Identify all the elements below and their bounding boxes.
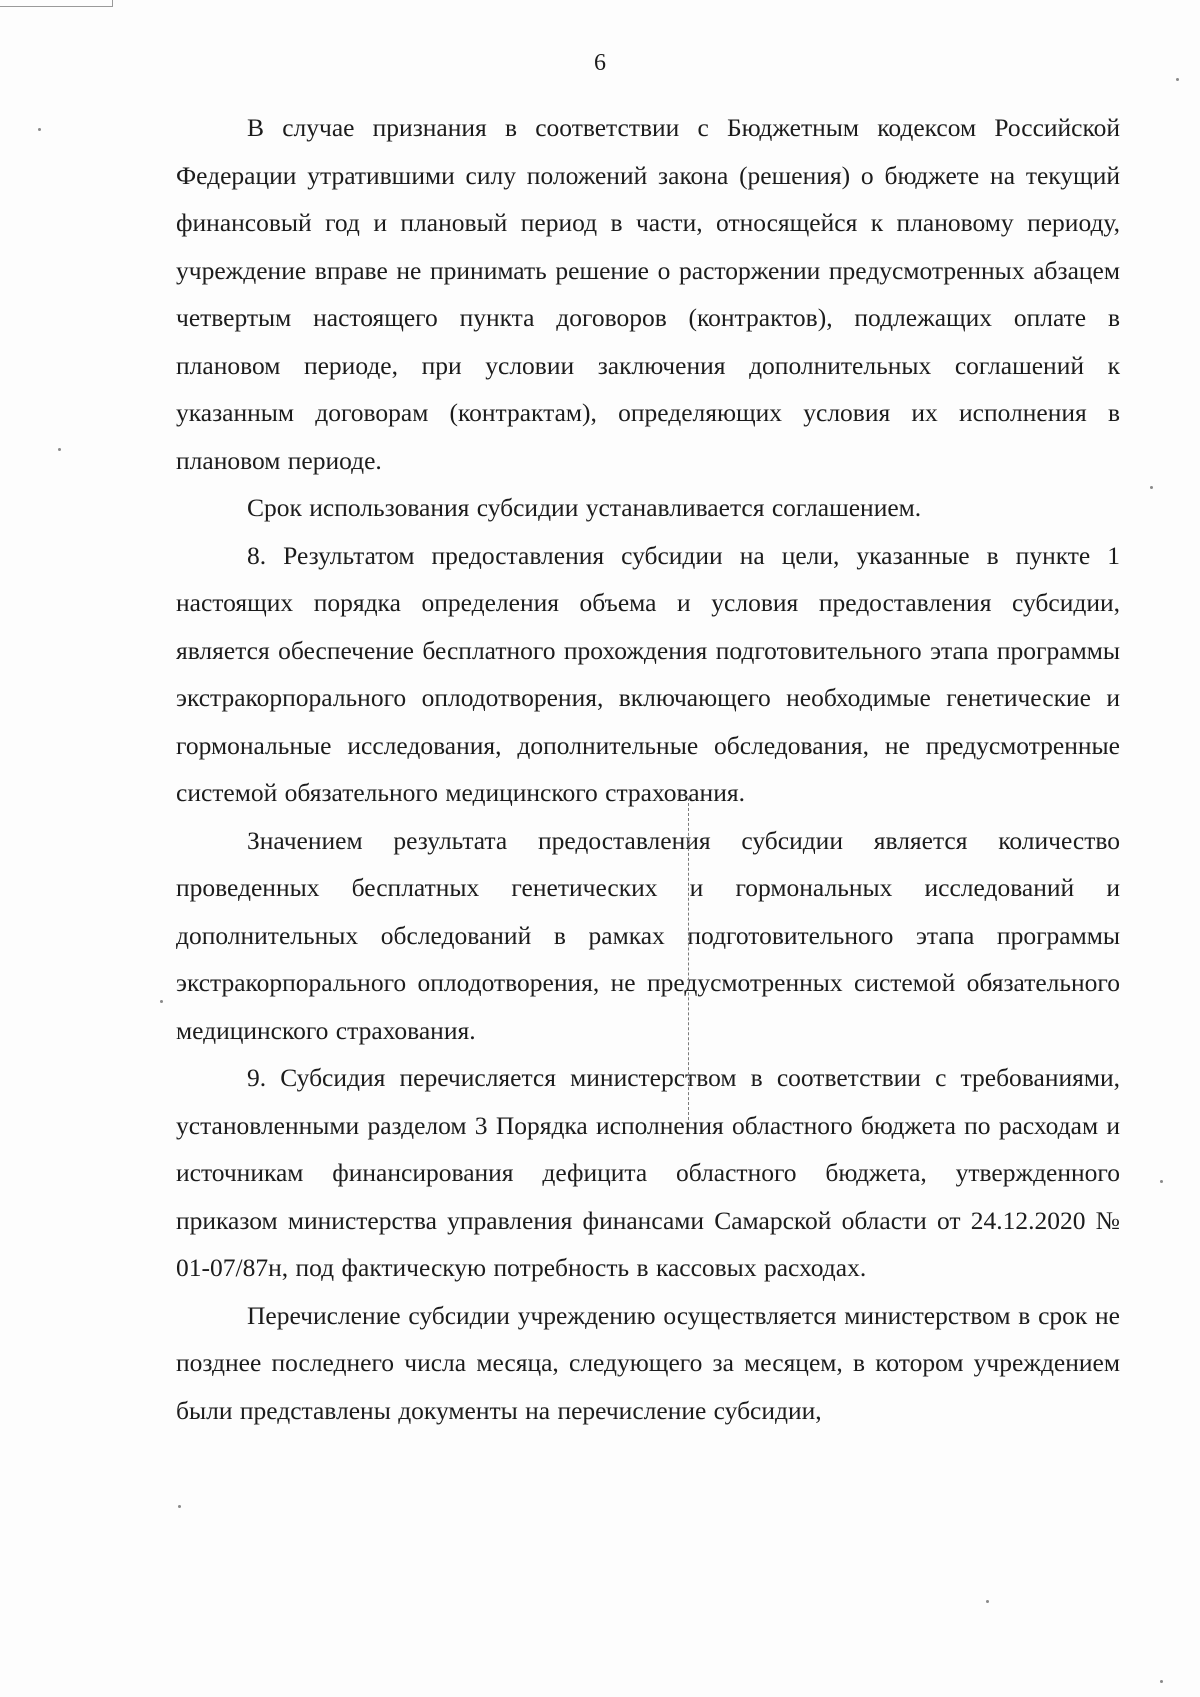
- paragraph-budget-code: В случае признания в соответствии с Бюджетным кодексом Российской Федерации утратившими силу положений закона (решения) о бюджете на текущий финансовый год и плановый период в части, относящейся к плановому периоду, учреждение вправе не принимать решение о расторжении предусмотренных абзацем четвертым настоящего пункта договоров (контрактов), подлежащих оплате в плановом периоде, при условии заключения дополнительных соглашений к указанным договорам (контрактам), определяющих условия их исполнения в плановом периоде.: [176, 113, 1120, 475]
- paragraph-transfer-deadline: Перечисление субсидии учреждению осуществляется министерством в срок не позднее последнего числа месяца, следующего за месяцем, в котором учреждением были представлены документы на перечисление субсидии,: [176, 1300, 1120, 1425]
- scan-artifact-line: [688, 798, 689, 1120]
- paragraph-item-9-transfer: 9. Субсидия перечисляется министерством в соответствии с требованиями, установленными разделом 3 Порядка исполнения областного бюджета по расходам и источникам финансирования дефицита областного бюджета, утвержденного приказом министерства управления финансами Самарской области от 24.12.2020 № 01-07/87н, под фактическую потребность в кассовых расходах.: [176, 1063, 1120, 1282]
- paragraph-item-8-result: 8. Результатом предоставления субсидии на цели, указанные в пункте 1 настоящих порядка определения объема и условия предоставления субсидии, является обеспечение бесплатного прохождения подготовительного этапа программы экстракорпорального оплодотворения, включающего необходимые генетические и гормональные исследования, дополнительные обследования, не предусмотренные системой обязательного медицинского страхования.: [176, 540, 1120, 807]
- scan-speck: [1150, 486, 1153, 489]
- paragraph-subsidy-term: Срок использования субсидии устанавливается соглашением.: [247, 493, 922, 522]
- page-number: 6: [594, 50, 606, 76]
- scan-corner-mark: [0, 0, 113, 7]
- scan-speck: [1160, 1180, 1163, 1183]
- scan-speck: [160, 1000, 163, 1003]
- scan-speck: [178, 1505, 181, 1508]
- scan-speck: [1176, 78, 1179, 81]
- paragraph-result-value: Значением результата предоставления субсидии является количество проведенных бесплатных генетических и гормональных исследований и дополнительных обследований в рамках подготовительного этапа программы экстракорпорального оплодотворения, не предусмотренных системой обязательного медицинского страхования.: [176, 825, 1120, 1045]
- scan-speck: [38, 128, 41, 131]
- document-body: [176, 104, 1120, 1434]
- scan-speck: [986, 1600, 989, 1603]
- scan-speck: [58, 448, 61, 451]
- scan-speck: [1160, 1680, 1163, 1683]
